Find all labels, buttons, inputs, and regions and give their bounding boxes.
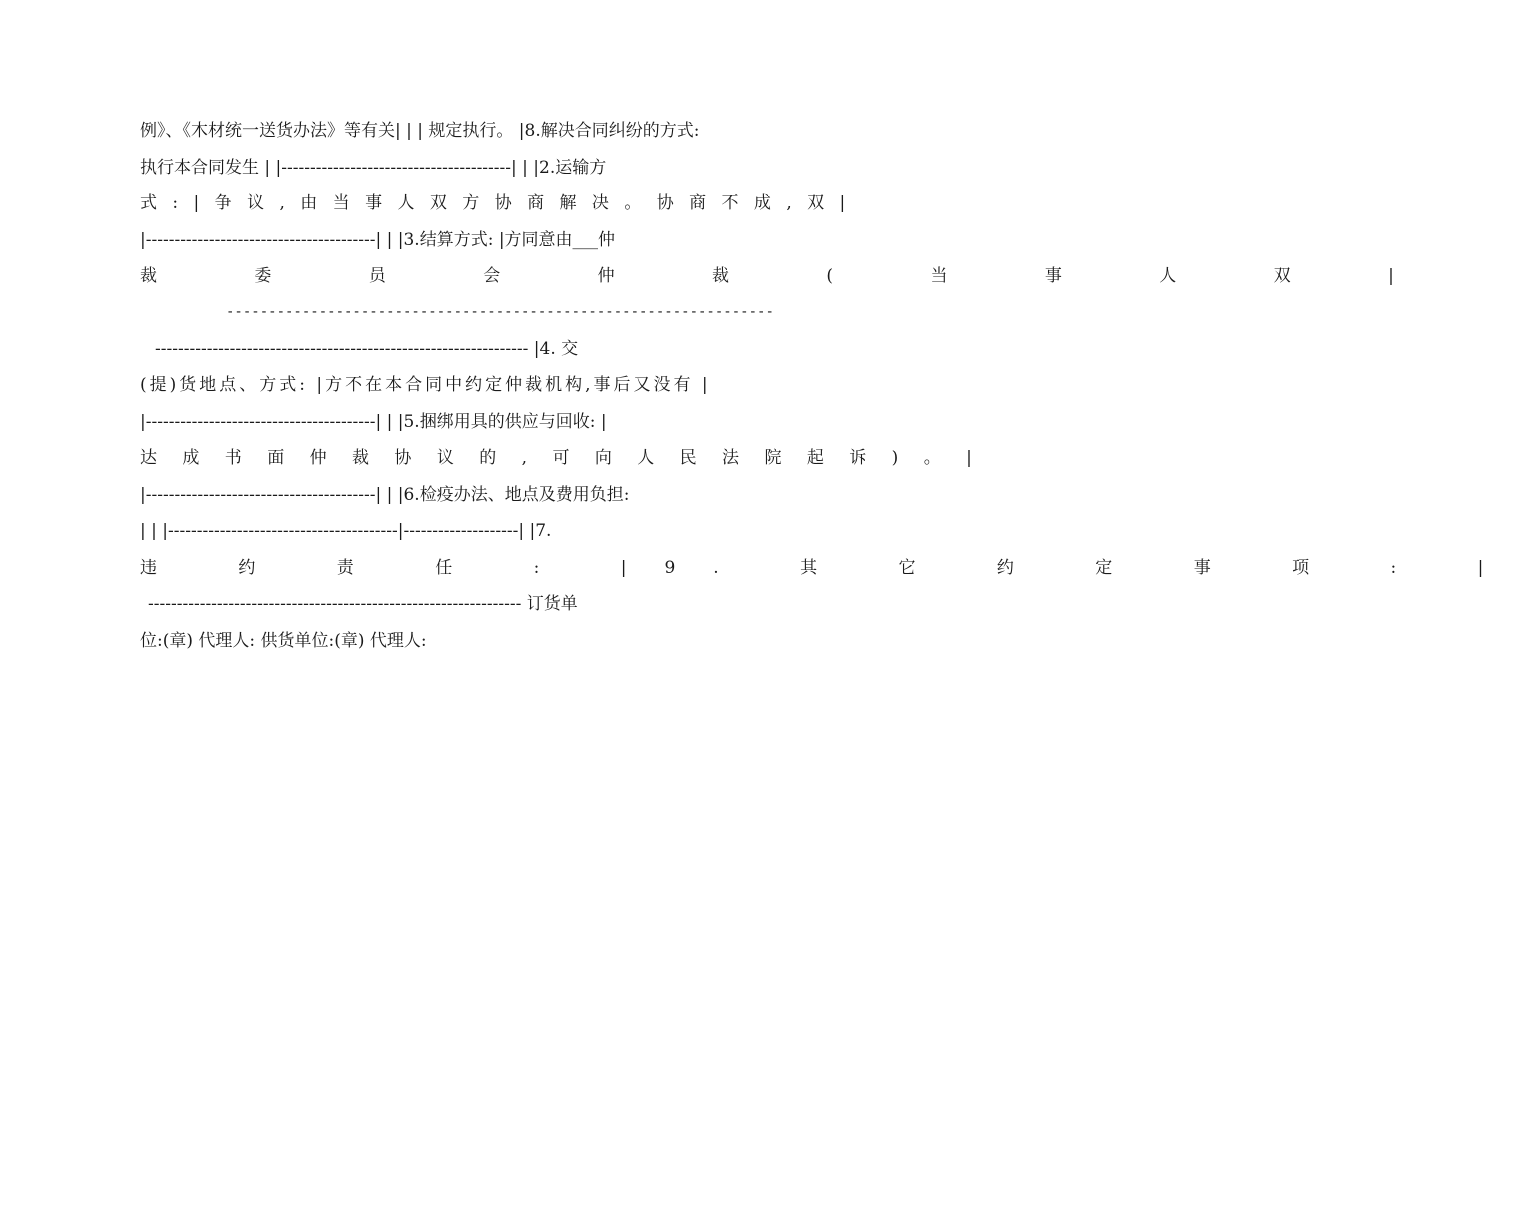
text-line-4: |----------------------------------------| | |3.结算方式: |方同意由___仲 [140, 230, 616, 250]
text-line-10: |----------------------------------------| | |6.检疫办法、地点及费用负担: [140, 485, 630, 505]
text-line-7: (提)货地点、方式: |方不在本合同中约定仲裁机构,事后又没有 | [140, 375, 711, 395]
text-line-3: 式 : | 争 议 , 由 当 事 人 双 方 协 商 解 决 。 协 商 不 成 , 双 | [140, 193, 851, 213]
text-line-5: 裁 委 员 会 仲 裁 ( 当 事 人 双 | [140, 266, 1440, 286]
text-line-6: ----------------------------------------------------------------- |4. 交 [155, 339, 579, 359]
text-line-1: 例》、《木材统一送货办法》等有关| | | 规定执行。 |8.解决合同纠纷的方式: [140, 121, 700, 141]
text-line-12: 违 约 责 任 : |9. 其 它 约 定 事 项 : | [140, 558, 1521, 578]
text-line-11: | | |----------------------------------------|--------------------| |7. [140, 521, 552, 541]
separator-line-1: ----------------------------------------------------------------- [226, 304, 774, 320]
text-line-13: ----------------------------------------------------------------- 订货单 [148, 594, 578, 614]
text-line-8: |----------------------------------------| | |5.捆绑用具的供应与回收: | [140, 412, 607, 432]
text-line-9: 达 成 书 面 仲 裁 协 议 的 , 可 向 人 民 法 院 起 诉 ) 。 | [140, 448, 982, 468]
text-line-14: 位:(章) 代理人: 供货单位:(章) 代理人: [140, 631, 427, 651]
text-line-2: 执行本合同发生 | |----------------------------------------| | |2.运输方 [140, 158, 607, 178]
